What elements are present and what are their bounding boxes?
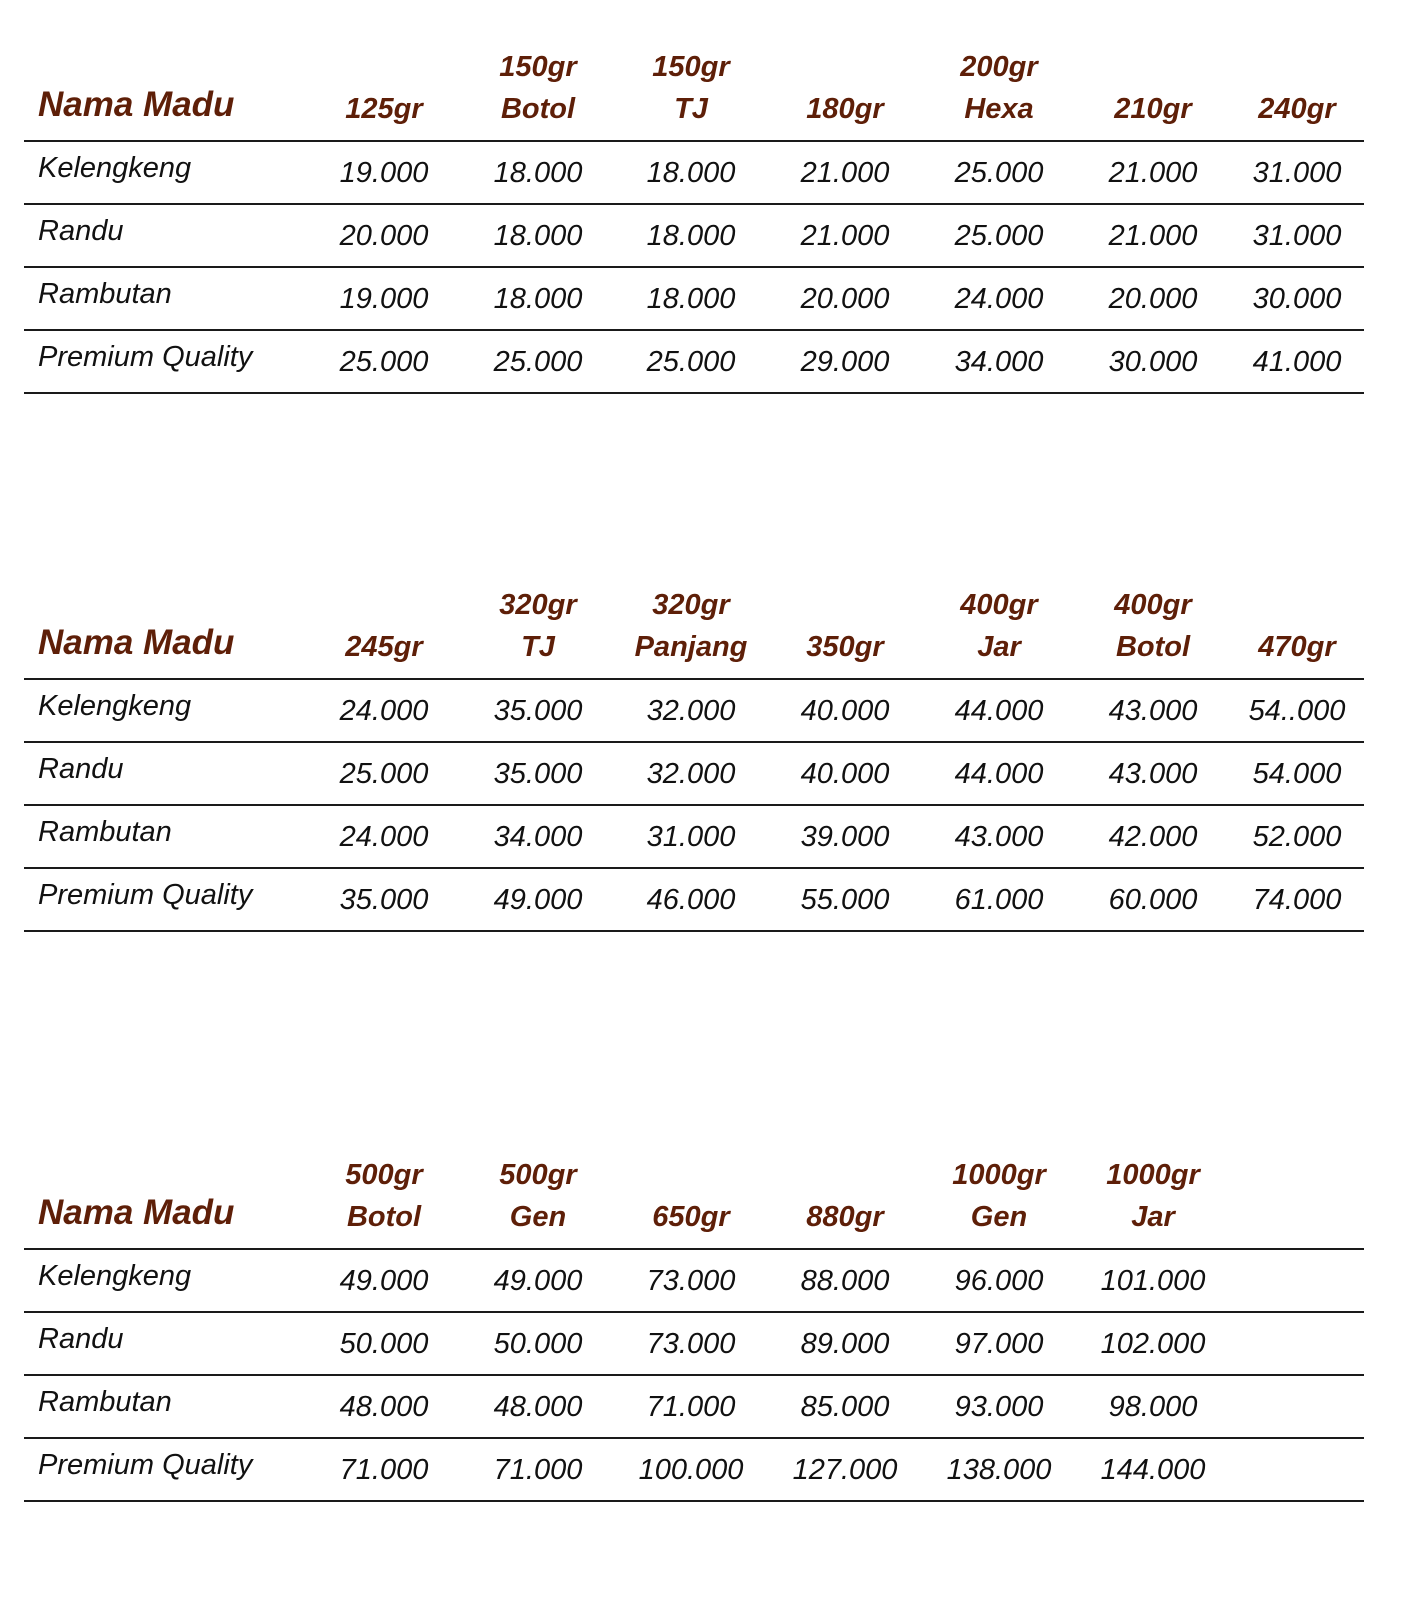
price-cell: 21.000 [1108, 220, 1198, 252]
size-column-header [314, 626, 454, 668]
price-cell: 144.000 [1100, 1454, 1206, 1486]
size-header-line: 210gr [1114, 93, 1192, 125]
price-cell: 89.000 [800, 1328, 890, 1360]
size-header-line: 320gr [652, 589, 730, 621]
size-column-header [314, 1154, 454, 1238]
size-column-header [929, 46, 1069, 130]
price-cell: 54.000 [1252, 758, 1342, 790]
price-cell: 40.000 [800, 758, 890, 790]
size-header-line: 150gr [652, 51, 730, 83]
price-cell: 19.000 [339, 283, 429, 315]
size-header-line: TJ [674, 93, 708, 125]
price-cell: 32.000 [646, 758, 736, 790]
price-cell: 46.000 [646, 884, 736, 916]
price-cell: 39.000 [800, 821, 890, 853]
table-row [24, 1376, 1364, 1439]
price-cell: 31.000 [646, 821, 736, 853]
size-header-line: 1000gr [1106, 1159, 1200, 1191]
honey-name-cell: Kelengkeng [38, 152, 192, 184]
size-header-line: 150gr [499, 51, 577, 83]
table-row [24, 1439, 1364, 1502]
price-cell: 54..000 [1248, 695, 1346, 727]
size-header-line: 470gr [1258, 631, 1336, 663]
honey-name-cell: Premium Quality [38, 879, 253, 911]
name-column-header: Nama Madu [38, 85, 235, 124]
size-header-line: 500gr [345, 1159, 423, 1191]
price-cell: 49.000 [493, 1265, 583, 1297]
table-header-row [24, 578, 1364, 680]
price-cell: 50.000 [493, 1328, 583, 1360]
size-column-header [621, 46, 761, 130]
size-header-line: Gen [509, 1201, 567, 1233]
size-column-header [468, 46, 608, 130]
price-cell: 43.000 [1108, 758, 1198, 790]
price-cell: 18.000 [646, 157, 736, 189]
price-cell: 100.000 [638, 1454, 744, 1486]
honey-name-cell: Randu [38, 215, 124, 247]
price-cell: 25.000 [339, 758, 429, 790]
honey-name-cell: Rambutan [38, 1386, 172, 1418]
price-cell: 44.000 [954, 758, 1044, 790]
table-row [24, 331, 1364, 394]
size-header-line: Panjang [634, 631, 748, 663]
price-cell: 74.000 [1252, 884, 1342, 916]
price-cell: 44.000 [954, 695, 1044, 727]
size-column-header [775, 88, 915, 130]
price-cell: 71.000 [339, 1454, 429, 1486]
price-cell: 32.000 [646, 695, 736, 727]
price-cell: 42.000 [1108, 821, 1198, 853]
honey-name-cell: Kelengkeng [38, 1260, 192, 1292]
price-cell: 18.000 [493, 157, 583, 189]
size-column-header [314, 88, 454, 130]
honey-name-cell: Kelengkeng [38, 690, 192, 722]
size-header-line: Botol [346, 1201, 422, 1233]
size-header-line: 350gr [806, 631, 884, 663]
price-table-1 [24, 40, 1364, 394]
size-header-line: Botol [1115, 631, 1191, 663]
price-cell: 31.000 [1252, 157, 1342, 189]
price-cell: 43.000 [954, 821, 1044, 853]
price-cell: 18.000 [493, 220, 583, 252]
size-header-line: Botol [500, 93, 576, 125]
price-cell: 73.000 [646, 1328, 736, 1360]
size-column-header [929, 584, 1069, 668]
size-column-header [775, 626, 915, 668]
price-cell: 49.000 [339, 1265, 429, 1297]
price-cell: 29.000 [800, 346, 890, 378]
size-column-header [468, 584, 608, 668]
table-row [24, 869, 1364, 932]
size-header-line: 125gr [345, 93, 423, 125]
price-cell: 96.000 [954, 1265, 1044, 1297]
table-row [24, 1313, 1364, 1376]
price-cell: 20.000 [339, 220, 429, 252]
price-cell: 127.000 [792, 1454, 898, 1486]
table-row [24, 1250, 1364, 1313]
size-header-line: 180gr [806, 93, 884, 125]
table-header-row [24, 1148, 1364, 1250]
price-cell: 21.000 [800, 157, 890, 189]
price-cell: 18.000 [646, 220, 736, 252]
size-header-line: 1000gr [952, 1159, 1046, 1191]
table-row [24, 268, 1364, 331]
price-cell: 25.000 [646, 346, 736, 378]
honey-name-cell: Randu [38, 753, 124, 785]
price-cell: 43.000 [1108, 695, 1198, 727]
price-cell: 98.000 [1108, 1391, 1198, 1423]
price-cell: 19.000 [339, 157, 429, 189]
price-cell: 71.000 [646, 1391, 736, 1423]
honey-name-cell: Premium Quality [38, 1449, 253, 1481]
price-cell: 25.000 [339, 346, 429, 378]
price-cell: 24.000 [339, 695, 429, 727]
price-cell: 48.000 [339, 1391, 429, 1423]
price-cell: 20.000 [800, 283, 890, 315]
price-cell: 60.000 [1108, 884, 1198, 916]
price-cell: 30.000 [1108, 346, 1198, 378]
price-cell: 61.000 [954, 884, 1044, 916]
price-cell: 20.000 [1108, 283, 1198, 315]
size-header-line: 245gr [345, 631, 423, 663]
price-cell: 48.000 [493, 1391, 583, 1423]
price-cell: 25.000 [954, 220, 1044, 252]
table-header-row [24, 40, 1364, 142]
size-column-header [1083, 1154, 1223, 1238]
price-cell: 102.000 [1100, 1328, 1206, 1360]
price-cell: 34.000 [493, 821, 583, 853]
size-column-header [1227, 88, 1367, 130]
price-cell: 49.000 [493, 884, 583, 916]
price-cell: 101.000 [1100, 1265, 1206, 1297]
size-column-header [1083, 584, 1223, 668]
price-cell: 34.000 [954, 346, 1044, 378]
size-header-line: TJ [521, 631, 555, 663]
price-cell: 97.000 [954, 1328, 1044, 1360]
price-cell: 41.000 [1252, 346, 1342, 378]
price-cell: 21.000 [1108, 157, 1198, 189]
size-column-header [1227, 626, 1367, 668]
size-header-line: 400gr [1114, 589, 1192, 621]
size-header-line: Jar [977, 631, 1021, 663]
price-cell: 21.000 [800, 220, 890, 252]
table-row [24, 806, 1364, 869]
size-header-line: 240gr [1258, 93, 1336, 125]
price-cell: 71.000 [493, 1454, 583, 1486]
honey-name-cell: Randu [38, 1323, 124, 1355]
size-column-header [929, 1154, 1069, 1238]
table-row [24, 142, 1364, 205]
size-header-line: 200gr [960, 51, 1038, 83]
price-cell: 35.000 [493, 758, 583, 790]
price-table-2 [24, 578, 1364, 932]
table-row [24, 205, 1364, 268]
price-cell: 138.000 [946, 1454, 1052, 1486]
price-cell: 35.000 [339, 884, 429, 916]
price-cell: 30.000 [1252, 283, 1342, 315]
price-cell: 40.000 [800, 695, 890, 727]
size-header-line: Gen [970, 1201, 1028, 1233]
size-header-line: 650gr [652, 1201, 730, 1233]
size-column-header [468, 1154, 608, 1238]
honey-name-cell: Premium Quality [38, 341, 253, 373]
price-cell: 93.000 [954, 1391, 1044, 1423]
size-column-header [775, 1196, 915, 1238]
price-cell: 88.000 [800, 1265, 890, 1297]
size-header-line: Jar [1131, 1201, 1175, 1233]
size-header-line: Hexa [964, 93, 1034, 125]
honey-name-cell: Rambutan [38, 816, 172, 848]
price-cell: 55.000 [800, 884, 890, 916]
price-cell: 35.000 [493, 695, 583, 727]
price-cell: 18.000 [493, 283, 583, 315]
price-cell: 24.000 [339, 821, 429, 853]
size-column-header [621, 584, 761, 668]
price-cell: 85.000 [800, 1391, 890, 1423]
price-cell: 50.000 [339, 1328, 429, 1360]
price-cell: 52.000 [1252, 821, 1342, 853]
size-header-line: 320gr [499, 589, 577, 621]
price-cell: 24.000 [954, 283, 1044, 315]
price-cell: 25.000 [493, 346, 583, 378]
name-column-header: Nama Madu [38, 623, 235, 662]
price-cell: 25.000 [954, 157, 1044, 189]
name-column-header: Nama Madu [38, 1193, 235, 1232]
size-header-line: 880gr [806, 1201, 884, 1233]
price-cell: 18.000 [646, 283, 736, 315]
size-column-header [1083, 88, 1223, 130]
table-row [24, 743, 1364, 806]
price-cell: 73.000 [646, 1265, 736, 1297]
price-cell: 31.000 [1252, 220, 1342, 252]
size-header-line: 400gr [960, 589, 1038, 621]
honey-name-cell: Rambutan [38, 278, 172, 310]
price-table-3 [24, 1148, 1364, 1502]
size-header-line: 500gr [499, 1159, 577, 1191]
table-row [24, 680, 1364, 743]
size-column-header [621, 1196, 761, 1238]
